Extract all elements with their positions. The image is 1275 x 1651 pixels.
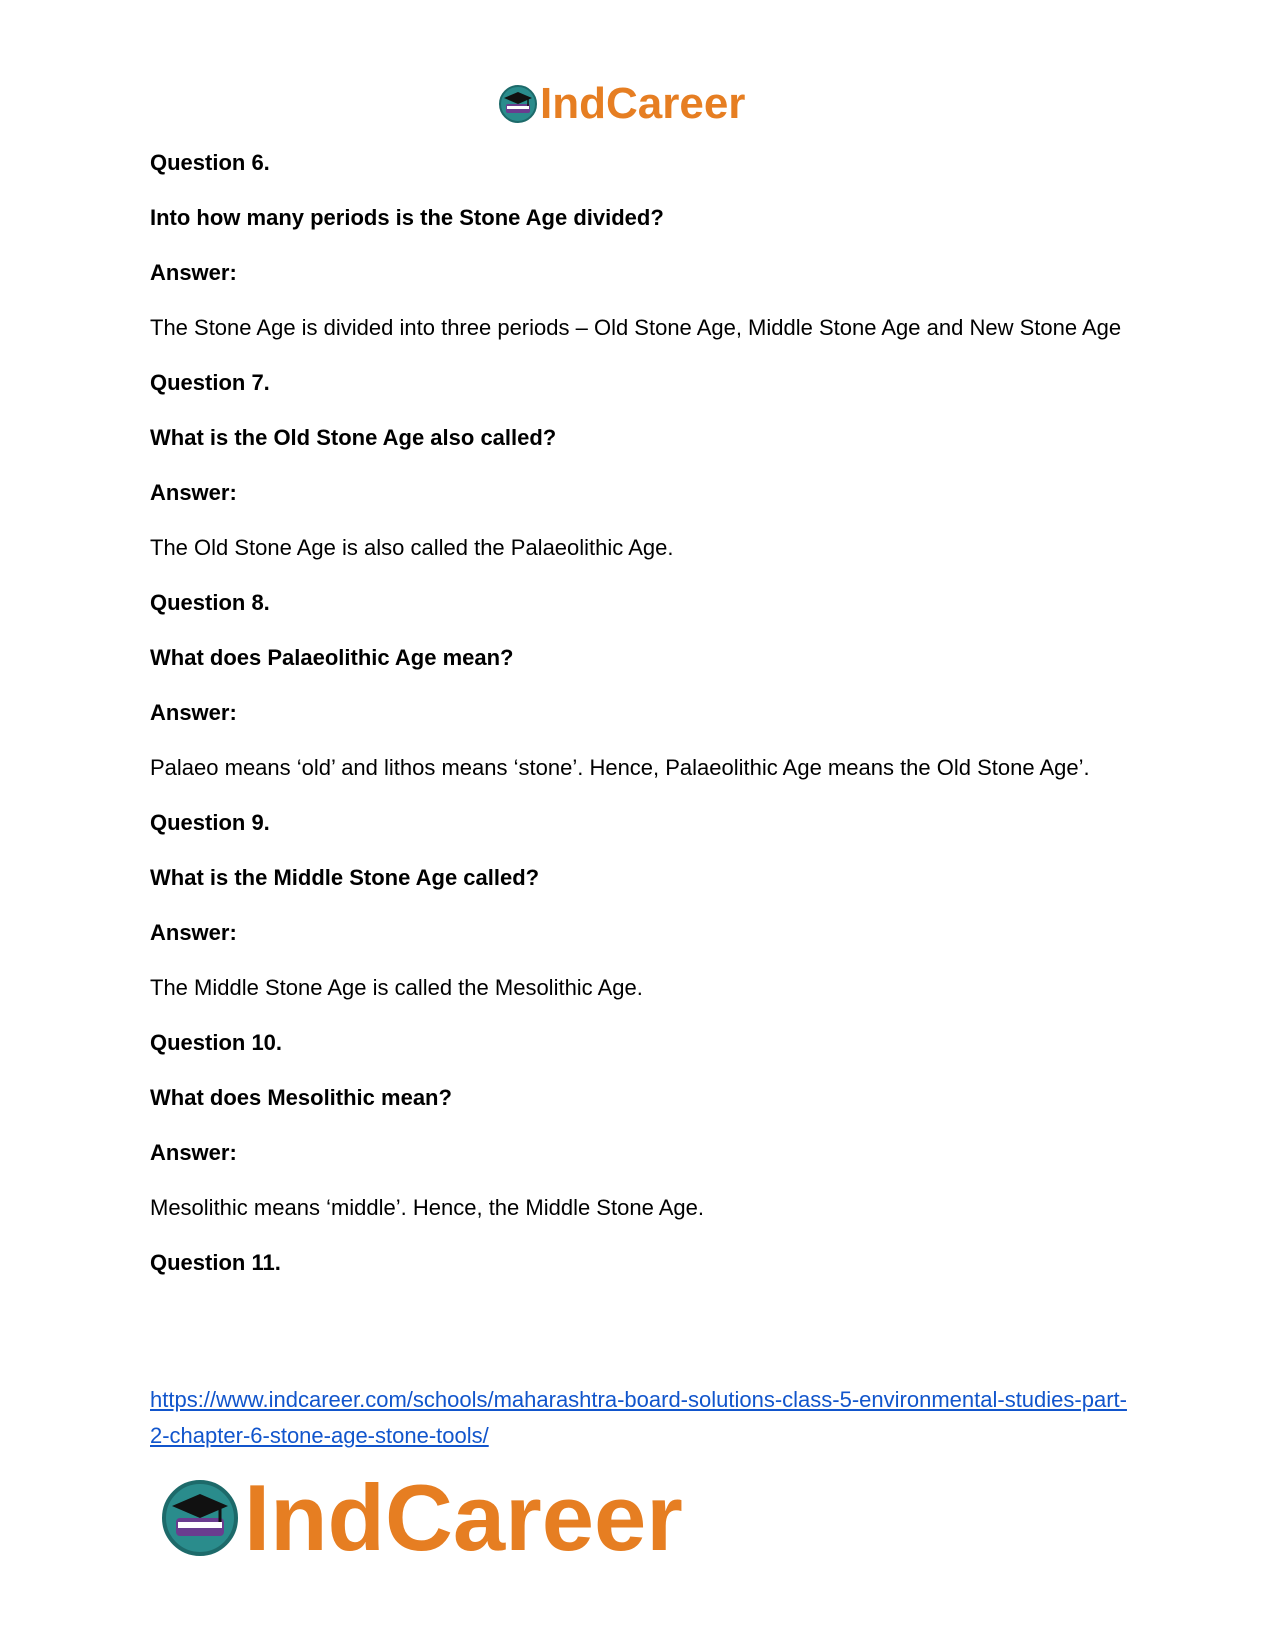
answer-label: Answer: <box>150 920 237 945</box>
question-number: Question 6. <box>150 150 270 175</box>
graduation-cap-book-icon <box>498 84 538 124</box>
question-text: Into how many periods is the Stone Age divided? <box>150 205 664 230</box>
question-number: Question 9. <box>150 810 270 835</box>
answer-text: The Middle Stone Age is called the Mesolithic Age. <box>150 975 643 1000</box>
logo-text: IndCareer <box>540 79 746 128</box>
answer-label: Answer: <box>150 700 237 725</box>
qa-content <box>150 148 1130 1278</box>
source-link[interactable]: https://www.indcareer.com/schools/maharashtra-board-solutions-class-5-environmental-studies-part-2-chapter-6-stone-age-stone-tools/ <box>150 1387 1127 1448</box>
question-text: What does Mesolithic mean? <box>150 1085 452 1110</box>
footer-logo <box>160 1465 683 1570</box>
answer-text: The Old Stone Age is also called the Palaeolithic Age. <box>150 535 674 560</box>
question-number: Question 10. <box>150 1030 283 1055</box>
answer-label: Answer: <box>150 260 237 285</box>
question-text: What is the Old Stone Age also called? <box>150 425 557 450</box>
question-text: What does Palaeolithic Age mean? <box>150 645 514 670</box>
question-number: Question 8. <box>150 590 270 615</box>
answer-label: Answer: <box>150 480 237 505</box>
question-number: Question 11. <box>150 1250 281 1275</box>
question-number: Question 7. <box>150 370 270 395</box>
answer-label: Answer: <box>150 1140 237 1165</box>
answer-text: Palaeo means ‘old’ and lithos means ‘stone’. Hence, Palaeolithic Age means the Old Stone Age’. <box>150 755 1090 780</box>
header-logo <box>498 80 745 128</box>
question-text: What is the Middle Stone Age called? <box>150 865 540 890</box>
answer-text: The Stone Age is divided into three periods – Old Stone Age, Middle Stone Age and New Stone Age <box>150 315 1122 340</box>
logo-text: IndCareer <box>244 1465 683 1570</box>
graduation-cap-book-icon <box>160 1478 240 1558</box>
answer-text: Mesolithic means ‘middle’. Hence, the Middle Stone Age. <box>150 1195 704 1220</box>
